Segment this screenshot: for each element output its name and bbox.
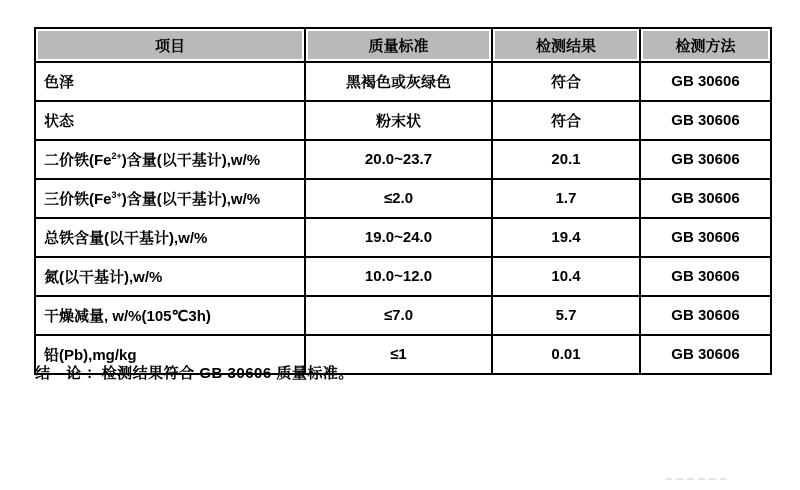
header-method-label: 检测方法 <box>643 31 768 59</box>
table-row <box>35 296 771 335</box>
cell-result: 符合 <box>492 62 640 101</box>
header-standard <box>305 28 492 62</box>
cell-result: 19.4 <box>492 218 640 257</box>
item-superscript: 3+ <box>111 190 122 200</box>
cell-result: 10.4 <box>492 257 640 296</box>
cell-item: 干燥减量, w/%(105℃3h) <box>35 296 305 335</box>
cell-result: 0.01 <box>492 335 640 374</box>
cell-result: 1.7 <box>492 179 640 218</box>
cell-item: 铅(Pb),mg/kg <box>35 335 305 374</box>
cell-method: GB 30606 <box>640 101 771 140</box>
cell-method: GB 30606 <box>640 218 771 257</box>
header-result <box>492 28 640 62</box>
item-text: 三价铁(Fe <box>44 191 112 208</box>
table-row <box>35 179 771 218</box>
item-text: )含量(以干基计),w/% <box>121 191 261 208</box>
cell-method: GB 30606 <box>640 296 771 335</box>
cell-standard: 黑褐色或灰绿色 <box>305 62 492 101</box>
cell-method: GB 30606 <box>640 257 771 296</box>
cell-item: 总铁含量(以干基计),w/% <box>35 218 305 257</box>
cell-result: 符合 <box>492 101 640 140</box>
faint-scan-smudge <box>665 478 727 480</box>
cell-method: GB 30606 <box>640 62 771 101</box>
item-superscript: 2+ <box>111 151 122 161</box>
cell-item: 状态 <box>35 101 305 140</box>
cell-method: GB 30606 <box>640 179 771 218</box>
cell-result: 20.1 <box>492 140 640 179</box>
header-item <box>35 28 305 62</box>
item-text: )含量(以干基计),w/% <box>121 152 261 169</box>
cell-method: GB 30606 <box>640 335 771 374</box>
cell-standard: 20.0~23.7 <box>305 140 492 179</box>
cell-standard: 粉末状 <box>305 101 492 140</box>
table-row <box>35 257 771 296</box>
cell-item: 色泽 <box>35 62 305 101</box>
header-method <box>640 28 771 62</box>
inspection-table <box>34 27 772 375</box>
cell-result: 5.7 <box>492 296 640 335</box>
cell-item: 氮(以干基计),w/% <box>35 257 305 296</box>
cell-item <box>35 140 305 179</box>
cell-method: GB 30606 <box>640 140 771 179</box>
table-row <box>35 218 771 257</box>
table-header-row <box>35 28 771 62</box>
cell-standard: ≤2.0 <box>305 179 492 218</box>
header-standard-label: 质量标准 <box>308 31 489 59</box>
header-result-label: 检测结果 <box>495 31 637 59</box>
cell-standard: 19.0~24.0 <box>305 218 492 257</box>
cell-standard: ≤1 <box>305 335 492 374</box>
header-item-label: 项目 <box>38 31 302 59</box>
conclusion-text: 结 论 ：检测结果符合 GB 30606 质量标准。 <box>35 365 354 382</box>
table-row <box>35 101 771 140</box>
cell-standard: ≤7.0 <box>305 296 492 335</box>
cell-standard: 10.0~12.0 <box>305 257 492 296</box>
table-row <box>35 140 771 179</box>
item-text: 二价铁(Fe <box>44 152 112 169</box>
cell-item <box>35 179 305 218</box>
table-row <box>35 62 771 101</box>
